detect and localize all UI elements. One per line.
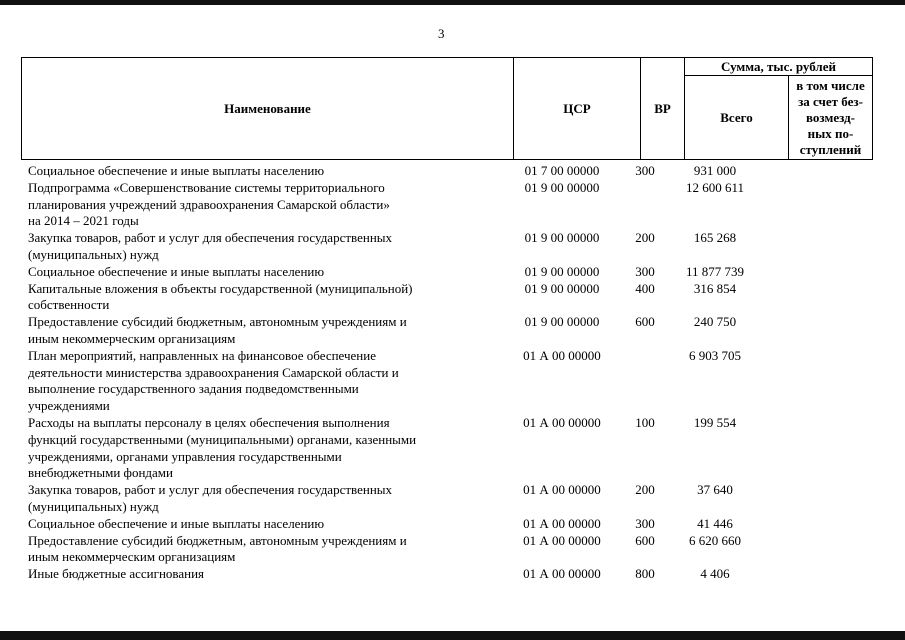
table-row: [21, 180, 881, 230]
row-name-line: функций государственными (муниципальными) органами, казенными: [28, 431, 417, 447]
row-total: 12 600 611: [685, 179, 745, 195]
row-vr: 300: [635, 163, 655, 178]
row-total: 4 406: [700, 566, 730, 582]
row-name: [21, 314, 497, 348]
row-name-line: Социальное обеспечение и иные выплаты населению: [28, 263, 325, 279]
header-free-line: в том числе: [796, 77, 865, 93]
row-name-line: (муниципальных) нужд: [28, 498, 159, 514]
row-name: [21, 180, 497, 230]
table-row: [21, 516, 881, 533]
header-total: Всего: [685, 76, 789, 160]
row-vr: 600: [635, 532, 655, 548]
table-row: [21, 482, 881, 516]
row-total: 240 750: [693, 314, 737, 330]
row-name-line: планирования учреждений здравоохранения Самарской области»: [28, 196, 390, 212]
row-name-line: иным некоммерческим организациям: [28, 330, 236, 346]
row-name-line: Социальное обеспечение и иные выплаты населению: [28, 515, 325, 531]
row-vr: 600: [635, 314, 655, 330]
row-total: 11 877 739: [685, 263, 745, 279]
header-amount: Сумма, тыс. рублей: [685, 58, 873, 76]
row-total: 931 000: [693, 163, 737, 178]
row-name: [21, 230, 497, 264]
table-body: [21, 163, 881, 583]
row-total: 6 620 660: [689, 532, 741, 548]
row-name-line: внебюджетными фондами: [28, 465, 173, 481]
table-row: [21, 566, 881, 583]
row-name-line: Капитальные вложения в объекты государственной (муниципальной): [28, 280, 413, 296]
row-csr: 01 9 00 00000: [524, 263, 600, 279]
row-name-line: Закупка товаров, работ и услуг для обеспечения государственных: [28, 230, 393, 246]
row-total: 37 640: [697, 482, 733, 498]
row-name: [21, 566, 497, 583]
row-name-line: Закупка товаров, работ и услуг для обеспечения государственных: [28, 482, 393, 498]
row-name-line: учреждениями, органами управления государственными: [28, 448, 342, 464]
row-name: [21, 163, 497, 180]
row-name: [21, 516, 497, 533]
row-csr: 01 А 00 00000: [523, 414, 601, 430]
table-row: [21, 314, 881, 348]
row-total: 41 446: [697, 515, 733, 531]
header-name: Наименование: [22, 58, 514, 160]
row-vr: 200: [635, 482, 655, 498]
row-csr: 01 7 00 00000: [524, 163, 600, 178]
header-free-line: ступлений: [799, 141, 862, 157]
row-csr: 01 А 00 00000: [523, 482, 601, 498]
row-vr: 300: [635, 515, 655, 531]
row-vr: 200: [635, 230, 655, 246]
row-vr: 100: [635, 414, 655, 430]
row-name-line: Подпрограмма «Совершенствование системы территориального: [28, 179, 385, 195]
row-name-line: выполнение государственного задания подведомственными: [28, 381, 359, 397]
row-total: 6 903 705: [689, 347, 741, 363]
table-row: [21, 533, 881, 567]
row-csr: 01 9 00 00000: [524, 179, 600, 195]
table-row: [21, 264, 881, 281]
row-name-line: План мероприятий, направленных на финансовое обеспечение: [28, 347, 376, 363]
table-row: [21, 230, 881, 264]
table-row: [21, 348, 881, 415]
row-name-line: Предоставление субсидий бюджетным, автономным учреждениям и: [28, 314, 407, 330]
scan-top-border: [0, 0, 905, 5]
row-csr: 01 А 00 00000: [523, 347, 601, 363]
row-vr: 400: [635, 280, 655, 296]
row-name-line: Предоставление субсидий бюджетным, автономным учреждениям и: [28, 532, 407, 548]
row-name-line: (муниципальных) нужд: [28, 246, 159, 262]
row-name: [21, 348, 497, 415]
header-free-line: за счет без-: [798, 93, 863, 109]
row-name: [21, 415, 497, 482]
header-csr: ЦСР: [514, 58, 641, 160]
row-total: 165 268: [693, 230, 737, 246]
row-csr: 01 А 00 00000: [523, 532, 601, 548]
row-total: 316 854: [693, 280, 737, 296]
header-vr: ВР: [641, 58, 685, 160]
row-csr: 01 9 00 00000: [524, 314, 600, 330]
row-name-line: Расходы на выплаты персоналу в целях обеспечения выполнения: [28, 414, 390, 430]
row-name-line: Иные бюджетные ассигнования: [28, 566, 205, 582]
row-name: [21, 482, 497, 516]
row-total: 199 554: [693, 414, 737, 430]
table-header: [21, 57, 873, 160]
row-csr: 01 9 00 00000: [524, 230, 600, 246]
page-number: 3: [438, 26, 445, 41]
row-name-line: иным некоммерческим организациям: [28, 549, 236, 565]
header-free: [789, 76, 873, 160]
row-name-line: собственности: [28, 297, 110, 313]
table-row: [21, 281, 881, 315]
row-csr: 01 А 00 00000: [523, 515, 601, 531]
row-name-line: Социальное обеспечение и иные выплаты населению: [28, 163, 325, 178]
row-csr: 01 9 00 00000: [524, 280, 600, 296]
row-name-line: учреждениями: [28, 398, 110, 414]
row-name: [21, 533, 497, 567]
header-free-line: возмезд-: [806, 109, 855, 125]
row-name-line: деятельности министерства здравоохранения Самарской области и: [28, 364, 399, 380]
row-csr: 01 А 00 00000: [523, 566, 601, 582]
row-name: [21, 281, 497, 315]
row-vr: 300: [635, 263, 655, 279]
header-free-line: ных по-: [807, 125, 854, 141]
row-name-line: на 2014 – 2021 годы: [28, 213, 139, 229]
row-name: [21, 264, 497, 281]
table-row: [21, 415, 881, 482]
scan-bottom-border: [0, 631, 905, 640]
table-row: [21, 163, 881, 180]
row-vr: 800: [635, 566, 655, 582]
